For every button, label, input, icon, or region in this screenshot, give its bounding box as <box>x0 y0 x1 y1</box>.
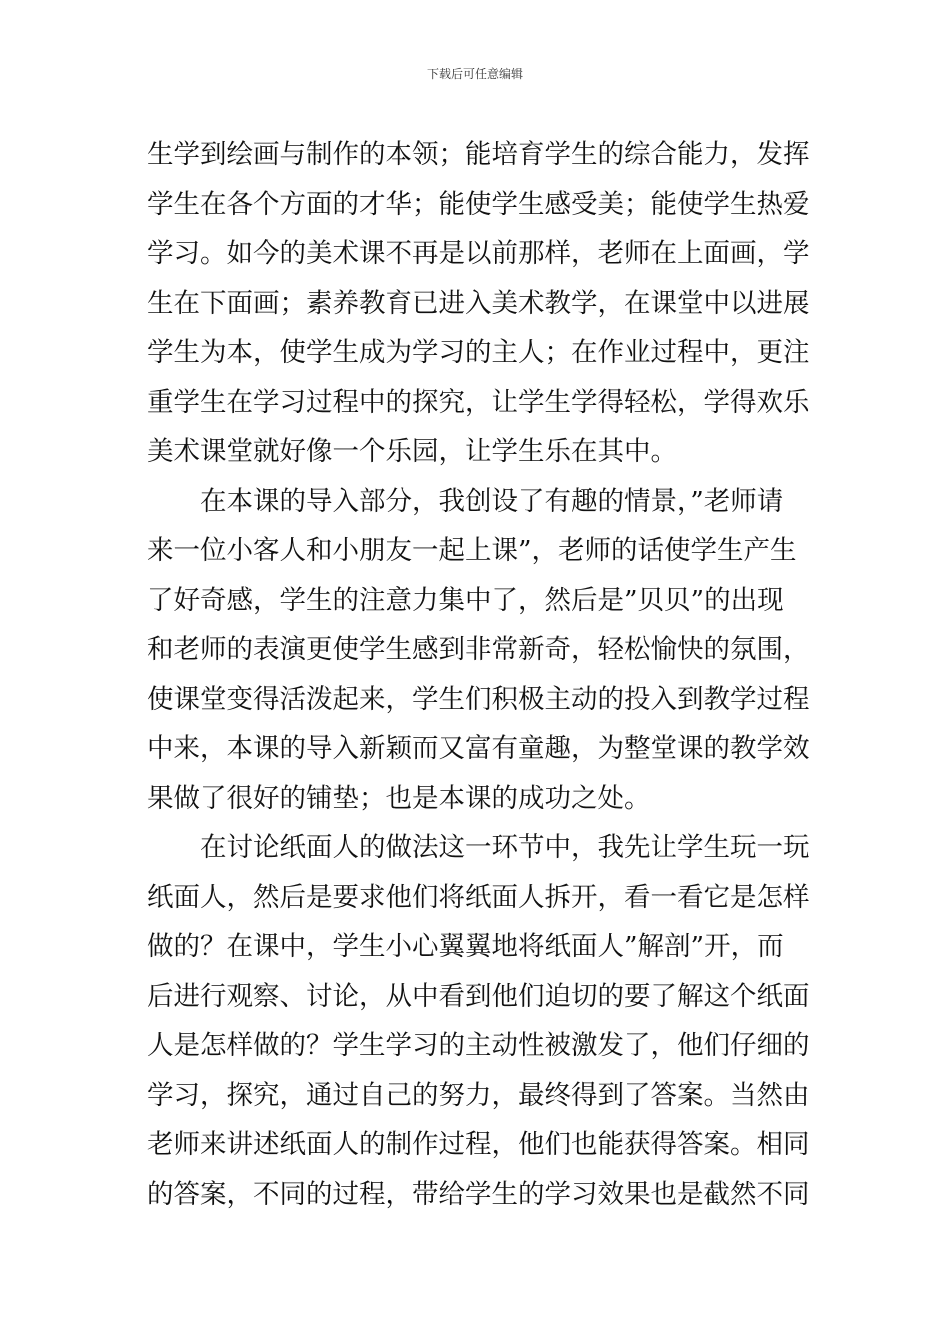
text-line-18: 后进行观察、讨论，从中看到他们迫切的要了解这个纸面 <box>147 980 810 1012</box>
text-line-2: 学生在各个方面的才华；能使学生感受美；能使学生热爱 <box>147 188 810 220</box>
text-line-14: 果做了很好的铺垫；也是本课的成功之处。 <box>147 782 651 814</box>
text-line-6: 重学生在学习过程中的探究，让学生学得轻松，学得欢乐 <box>147 386 810 418</box>
text-line-13: 中来，本课的导入新颖而又富有童趣，为整堂课的教学效 <box>147 733 810 764</box>
text-line-16: 纸面人，然后是要求他们将纸面人拆开，看一看它是怎样 <box>147 881 810 913</box>
text-line-1: 生学到绘画与制作的本领；能培育学生的综合能力，发挥 <box>147 139 810 170</box>
text-line-17: 做的？在课中，学生小心翼翼地将纸面人”解剖”开，而 <box>147 931 784 962</box>
text-line-5: 学生为本，使学生成为学习的主人；在作业过程中，更注 <box>147 337 810 368</box>
body-text <box>147 130 813 1219</box>
page-header-note: 下载后可任意编辑 <box>426 67 523 81</box>
text-line-15: 在讨论纸面人的做法这一环节中，我先让学生玩一玩 <box>147 832 810 863</box>
text-line-20: 学习，探究，通过自己的努力，最终得到了答案。当然由 <box>147 1079 810 1111</box>
text-line-9: 来一位小客人和小朋友一起上课”，老师的话使学生产生 <box>147 535 797 566</box>
text-line-22: 的答案，不同的过程，带给学生的学习效果也是截然不同 <box>147 1178 810 1210</box>
text-line-7: 美术课堂就好像一个乐园，让学生乐在其中。 <box>147 436 677 467</box>
text-line-19: 人是怎样做的？学生学习的主动性被激发了，他们仔细的 <box>147 1030 810 1061</box>
text-line-12: 使课堂变得活泼起来，学生们积极主动的投入到教学过程 <box>147 683 810 715</box>
text-line-21: 老师来讲述纸面人的制作过程，他们也能获得答案。相同 <box>147 1129 810 1160</box>
text-line-10: 了好奇感，学生的注意力集中了，然后是”贝贝”的出现 <box>147 584 784 616</box>
text-line-4: 生在下面画；素养教育已进入美术教学，在课堂中以进展 <box>147 287 810 319</box>
text-line-11: 和老师的表演更使学生感到非常新奇，轻松愉快的氛围， <box>147 634 810 665</box>
text-line-8: 在本课的导入部分，我创设了有趣的情景，”老师请 <box>147 485 784 517</box>
text-line-3: 学习。如今的美术课不再是以前那样，老师在上面画，学 <box>147 238 810 269</box>
